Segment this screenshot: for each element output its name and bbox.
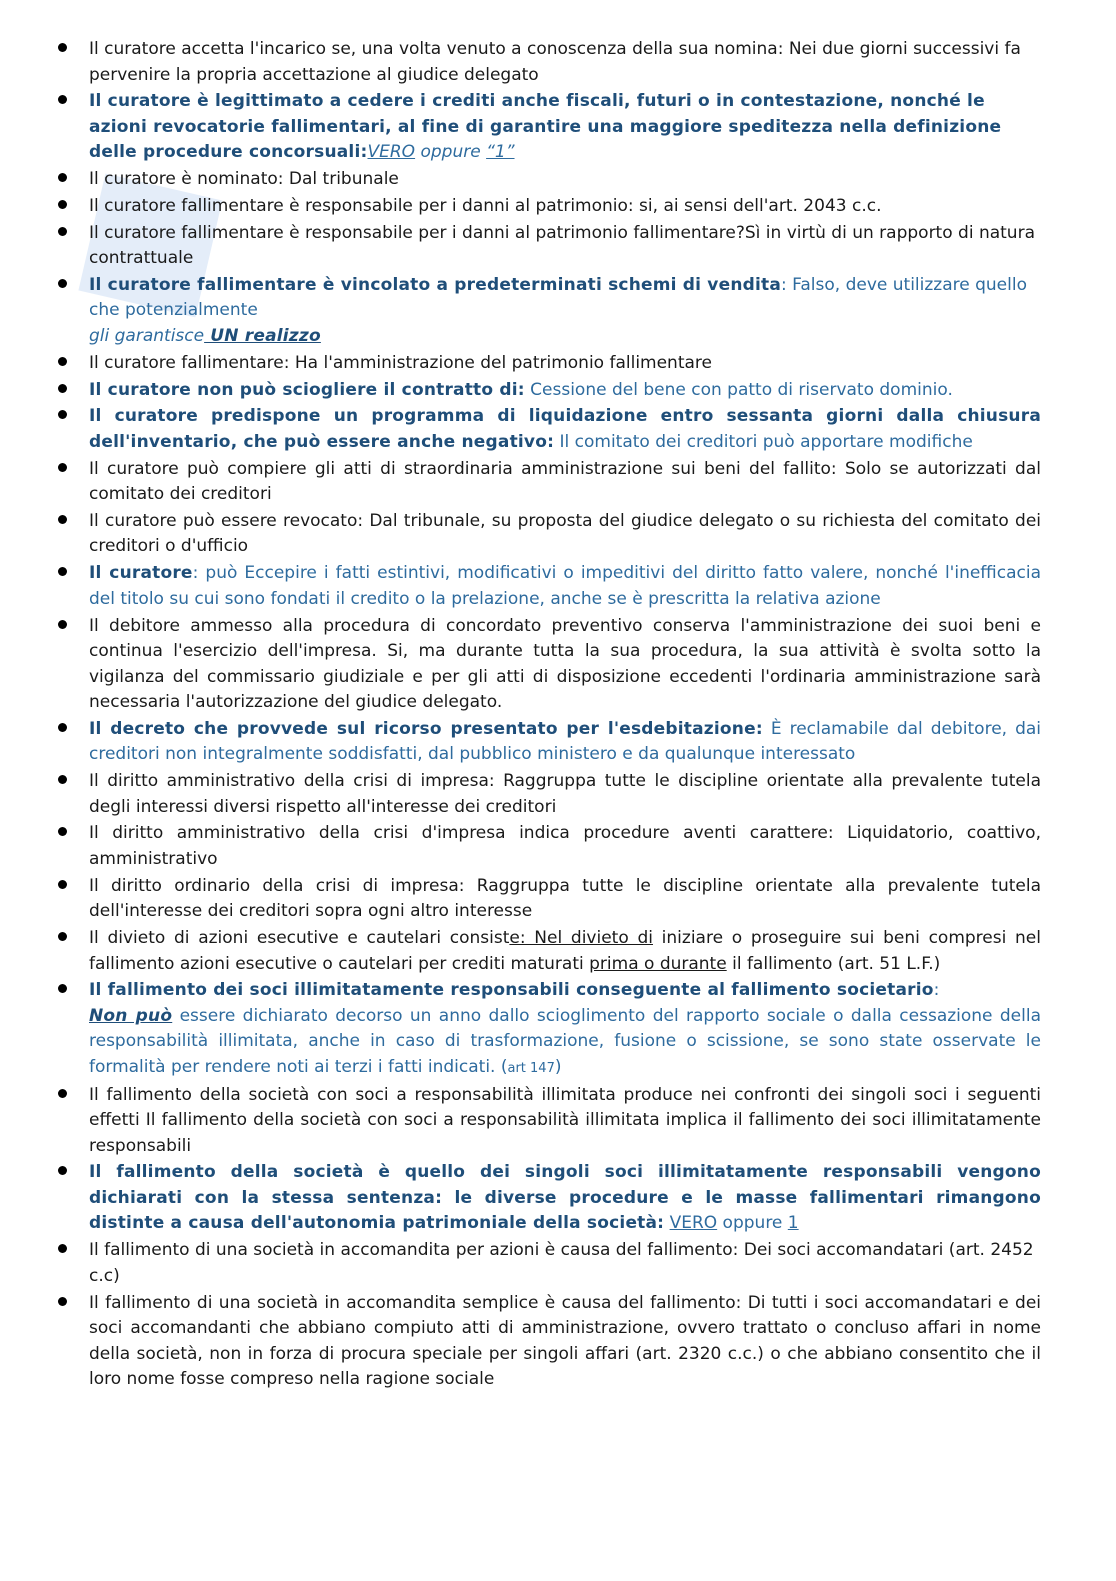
list-item — [56, 37, 1041, 88]
item-answer-alt: “1” — [486, 142, 515, 163]
item-answer: : Falso, deve utilizzare quello che potenzialmente — [89, 274, 1027, 321]
item-text: Il curatore può compiere gli atti di straordinaria amministrazione sui beni del fallito: Solo se autorizzati dal comitato dei creditori — [89, 458, 1041, 505]
item-answer: : — [933, 980, 940, 1001]
item-text: Il divieto di azioni esecutive e cautelari consist — [89, 928, 510, 949]
bullet-icon — [58, 357, 67, 366]
list-item — [56, 1083, 1041, 1160]
bullet-icon — [58, 1297, 67, 1306]
item-answer-oppure: oppure — [717, 1213, 788, 1234]
list-item — [56, 561, 1041, 612]
item-question: Il decreto che provvede sul ricorso presentato per l'esdebitazione: — [89, 718, 763, 739]
item-question: Il curatore non può sciogliere il contratto di: — [89, 379, 525, 400]
bullet-icon — [58, 279, 67, 288]
list-item — [56, 978, 1041, 1081]
item-text: Il fallimento di una società in accomandita per azioni è causa del fallimento: Dei soci accomandatari (art. 2452 c.c) — [89, 1240, 1034, 1286]
item-answer-emph: UN realizzo — [204, 325, 321, 346]
item-text: Il curatore accetta l'incarico se, una volta venuto a conoscenza della sua nomina: Nei due giorni successivi fa pervenire la propria accettazione al giudice delegato — [89, 39, 1021, 85]
bullet-icon — [58, 95, 67, 104]
item-text: Il diritto amministrativo della crisi d'impresa indica procedure aventi carattere: Liquidatorio, coattivo, amministrativo — [89, 823, 1041, 869]
list-item — [56, 351, 1041, 377]
list-item — [56, 926, 1041, 977]
item-text: iniziare o proseguire sui beni compresi nel fallimento azioni esecutive o cautelari per crediti maturati — [89, 928, 1041, 974]
list-item — [56, 1291, 1041, 1393]
list-item — [56, 194, 1041, 220]
item-text: il fallimento (art. 51 L.F.) — [726, 953, 941, 974]
answer-list — [56, 37, 1041, 1394]
item-text: Il curatore fallimentare è responsabile per i danni al patrimonio: si, ai sensi dell'art. 2043 c.c. — [89, 195, 882, 216]
list-item — [56, 273, 1041, 350]
bullet-icon — [58, 827, 67, 836]
item-question: Il fallimento della società è quello dei singoli soci illimitatamente responsabili vengono dichiarati con la stessa sentenza: le diverse procedure e le masse fallimentari rimangono distinte a causa dell'autonomia patrimoniale della società: — [89, 1162, 1041, 1234]
bullet-icon — [58, 43, 67, 52]
list-item — [56, 378, 1041, 404]
bullet-icon — [58, 200, 67, 209]
item-answer-ref: art 147 — [507, 1060, 555, 1076]
bullet-icon — [58, 775, 67, 784]
bullet-icon — [58, 1089, 67, 1098]
item-question: Il fallimento dei soci illimitatamente responsabili conseguente al fallimento societario — [89, 980, 934, 1001]
item-text: Il curatore fallimentare: Ha l'amministrazione del patrimonio fallimentare — [89, 352, 712, 373]
list-item — [56, 717, 1041, 768]
item-text: Il fallimento della società con soci a responsabilità illimitata produce nei confronti dei singoli soci i seguenti effetti Il fallimento della società con soci a responsabilità illimitata implica il fallimento dei soci illimitatamente responsabili — [89, 1084, 1041, 1156]
item-answer-emph: Non può — [89, 1005, 173, 1026]
list-item — [56, 404, 1041, 455]
item-answer: È reclamabile dal debitore, dai creditori non integralmente soddisfatti, dal pubblico ministero e da qualunque interessato — [89, 718, 1041, 765]
list-item — [56, 1238, 1041, 1289]
bullet-icon — [58, 1244, 67, 1253]
bullet-icon — [58, 984, 67, 993]
item-question: Il curatore — [89, 563, 193, 584]
item-answer-cont: gli garantisce — [89, 325, 205, 346]
item-text-underlined: prima o durante — [589, 953, 727, 974]
list-item — [56, 167, 1041, 193]
bullet-icon — [58, 173, 67, 182]
item-answer-alt: 1 — [787, 1213, 799, 1234]
item-text: Il curatore è nominato: Dal tribunale — [89, 169, 399, 190]
bullet-icon — [58, 880, 67, 889]
item-text: Il diritto amministrativo della crisi di impresa: Raggruppa tutte le discipline orientate alla prevalente tutela degli interessi diversi rispetto all'interesse dei creditori — [89, 771, 1041, 817]
list-item — [56, 769, 1041, 820]
list-item — [56, 821, 1041, 872]
item-text: Il curatore può essere revocato: Dal tribunale, su proposta del giudice delegato o su richiesta del comitato dei creditori o d'ufficio — [89, 510, 1041, 557]
list-item — [56, 1160, 1041, 1237]
list-item — [56, 874, 1041, 925]
item-answer: Cessione del bene con patto di riservato dominio. — [524, 379, 953, 400]
item-text: Il fallimento di una società in accomandita semplice è causa del fallimento: Di tutti i soci accomandatari e dei soci accomandanti che abbiano compiuto atti di amministrazione, ovvero trattato o concluso affari in nome della società, non in forza di procura speciale per singoli affari (art. 2320 c.c.) o che abbiano consentito che il loro nome fosse compreso nella ragione sociale — [89, 1292, 1041, 1390]
list-item — [56, 457, 1041, 508]
bullet-icon — [58, 620, 67, 629]
bullet-icon — [58, 567, 67, 576]
item-answer-vero: VERO — [367, 142, 416, 163]
bullet-icon — [58, 410, 67, 419]
item-text-underlined: e: Nel divieto di — [509, 928, 653, 949]
bullet-icon — [58, 723, 67, 732]
item-text: Il diritto ordinario della crisi di impresa: Raggruppa tutte le discipline orientate alla prevalente tutela dell'interesse dei creditori sopra ogni altro interesse — [89, 875, 1041, 922]
item-question: Il curatore predispone un programma di liquidazione entro sessanta giorni dalla chiusura dell'inventario, che può essere anche negativo: — [89, 406, 1041, 452]
item-text: Il debitore ammesso alla procedura di concordato preventivo conserva l'amministrazione dei suoi beni e continua l'esercizio dell'impresa. Si, ma durante tutta la sua procedura, la sua attività è svolta sotto la vigilanza del commissario giudiziale e per gli atti di disposizione eccedenti l'ordinaria amministrazione sarà necessaria l'autorizzazione del giudice delegato. — [89, 615, 1041, 713]
bullet-icon — [58, 227, 67, 236]
item-answer-oppure: oppure — [415, 142, 487, 163]
list-item — [56, 509, 1041, 560]
item-answer-vero: VERO — [669, 1213, 718, 1234]
item-answer: essere dichiarato decorso un anno dallo scioglimento del rapporto sociale o dalla cessazione della responsabilità illimitata, anche in caso di trasformazione, fusione o scissione, se sono state osservate le formalità per rendere noti ai terzi i fatti indicati. ( — [89, 1005, 1041, 1077]
list-item — [56, 614, 1041, 716]
item-answer: : può Eccepire i fatti estintivi, modificativi o impeditivi del diritto fatto valere, nonché l'inefficacia del titolo su cui sono fondati il credito o la prelazione, anche se è prescritta la relativa azione — [89, 563, 1041, 609]
bullet-icon — [58, 932, 67, 941]
list-item — [56, 89, 1041, 166]
item-answer: ) — [554, 1056, 562, 1077]
bullet-icon — [58, 515, 67, 524]
item-text: Il curatore fallimentare è responsabile per i danni al patrimonio fallimentare?Sì in virtù di un rapporto di natura contrattuale — [89, 222, 1035, 269]
bullet-icon — [58, 463, 67, 472]
bullet-icon — [58, 1166, 67, 1175]
item-question: Il curatore fallimentare è vincolato a predeterminati schemi di vendita — [89, 274, 782, 295]
item-answer: Il comitato dei creditori può apportare modifiche — [554, 431, 973, 452]
bullet-icon — [58, 384, 67, 393]
list-item — [56, 221, 1041, 272]
item-question: Il curatore è legittimato a cedere i crediti anche fiscali, futuri o in contestazione, nonché le azioni revocatorie fallimentari, al fine di garantire una maggiore speditezza nella definizione delle procedure concorsuali: — [89, 91, 1002, 163]
